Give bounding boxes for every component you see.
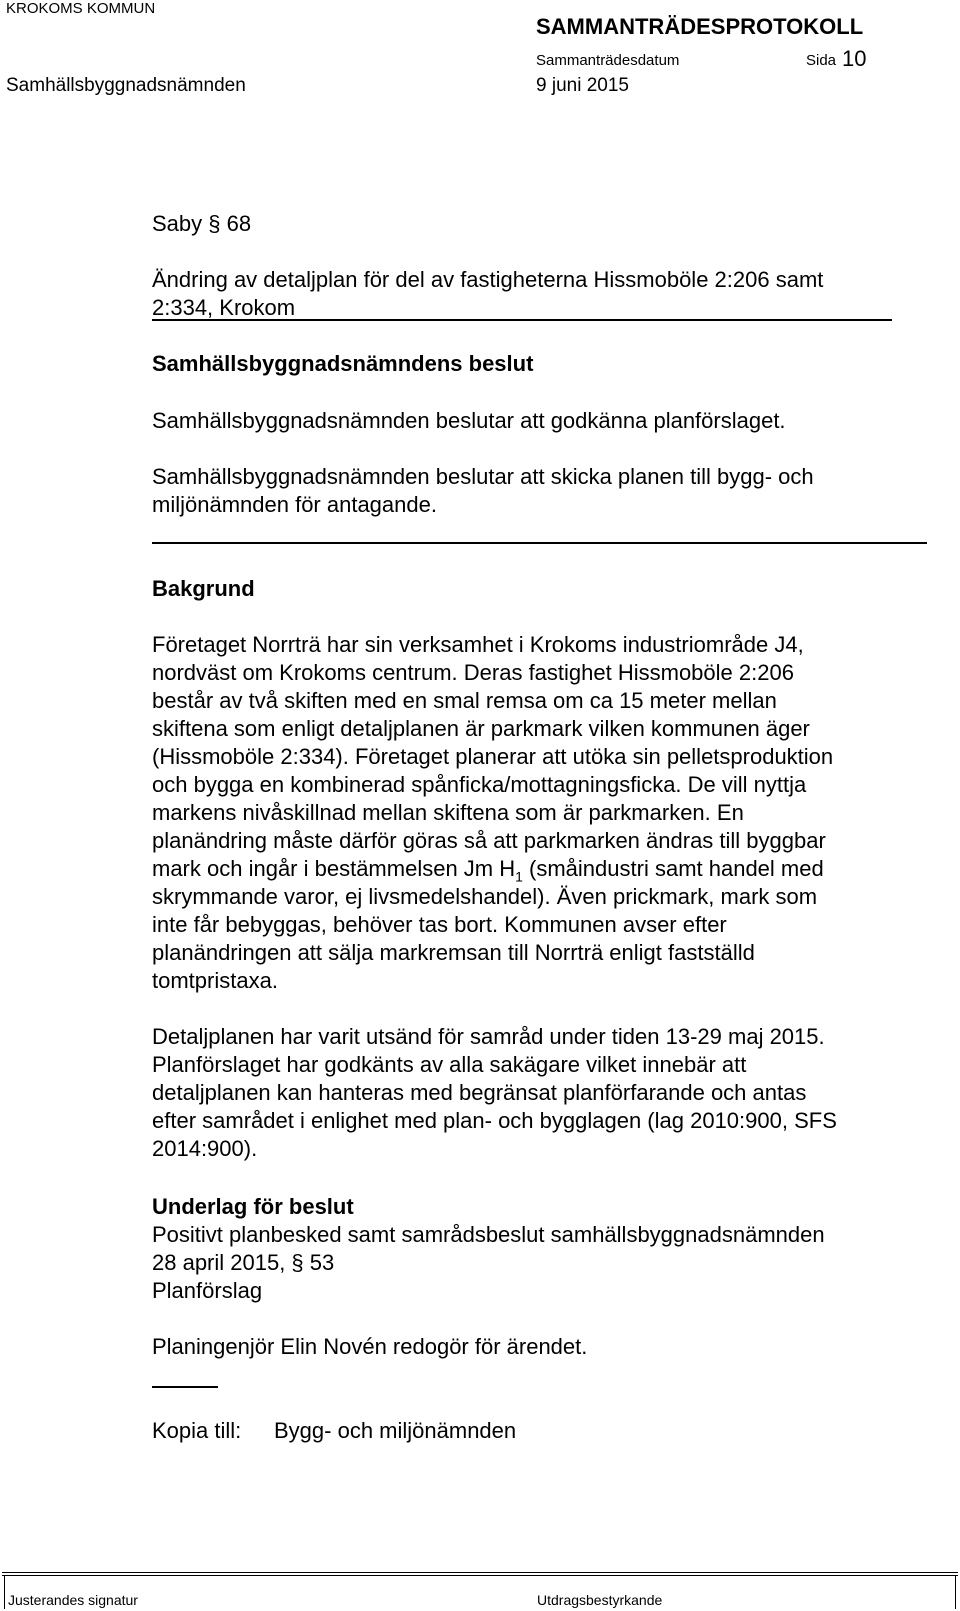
- consultation-line: detaljplanen kan hanteras med begränsat planförfarande och antas: [152, 1080, 807, 1105]
- background-line: inte får bebyggas, behöver tas bort. Kommunen avser efter: [152, 912, 727, 937]
- page-number: 10: [842, 46, 867, 71]
- basis-item-1: Positivt planbesked samt samrådsbeslut samhällsbyggnadsnämnden: [152, 1222, 825, 1247]
- organization-name: KROKOMS KOMMUN: [6, 0, 156, 17]
- section-sign: §: [208, 211, 221, 236]
- designation-subscript: 1: [515, 868, 523, 885]
- page-label: Sida: [806, 52, 837, 69]
- decision-item-2-line1: Samhällsbyggnadsnämnden beslutar att skicka planen till bygg- och: [152, 464, 814, 489]
- background-line: skiftena som enligt detaljplanen är parkmark vilken kommunen äger: [152, 716, 810, 741]
- background-line: tomtpristaxa.: [152, 968, 278, 993]
- signature-label: Justerandes signatur: [8, 1592, 138, 1608]
- copy-label: Kopia till:: [152, 1418, 242, 1443]
- case-prefix: Saby: [152, 211, 203, 236]
- background-line: nordväst om Krokoms centrum. Deras fastighet Hissmoböle 2:206: [152, 660, 794, 685]
- background-line: markens nivåskillnad mellan skiftena som är parkmarken. En: [152, 800, 744, 825]
- basis-item-2: 28 april 2015, § 53: [152, 1250, 335, 1275]
- footer-right-border: [955, 1575, 956, 1609]
- presentation-note: Planingenjör Elin Novén redogör för ärendet.: [152, 1334, 588, 1359]
- footer-top-rule: [2, 1572, 958, 1573]
- case-subject-line1: Ändring av detaljplan för del av fastigheterna Hissmoböle 2:206 samt: [152, 267, 824, 292]
- designation-description: (småindustri samt handel med: [522, 856, 824, 881]
- basis-item-3: Planförslag: [152, 1278, 263, 1303]
- meeting-date-label: Sammanträdesdatum: [536, 52, 680, 69]
- basis-heading: Underlag för beslut: [152, 1194, 354, 1219]
- document-title: SAMMANTRÄDESPROTOKOLL: [536, 14, 864, 39]
- background-line: planändring måste därför göras så att parkmarken ändras till byggbar: [152, 828, 826, 853]
- case-subject-line2: 2:334, Krokom: [152, 295, 296, 320]
- consultation-line: Detaljplanen har varit utsänd för samråd under tiden 13-29 maj 2015.: [152, 1024, 825, 1049]
- case-number: [152, 211, 251, 237]
- background-heading: Bakgrund: [152, 576, 255, 601]
- footer-left-border: [4, 1575, 5, 1609]
- background-line-with-subscript: [152, 856, 824, 884]
- footer-second-rule: [2, 1575, 958, 1576]
- consultation-line: 2014:900).: [152, 1136, 258, 1161]
- background-line: Företaget Norrträ har sin verksamhet i Krokoms industriområde J4,: [152, 632, 804, 657]
- background-line: skrymmande varor, ej livsmedelshandel). Även prickmark, mark som: [152, 884, 818, 909]
- decision-item-1: Samhällsbyggnadsnämnden beslutar att godkänna planförslaget.: [152, 408, 786, 433]
- designation-text: mark och ingår i bestämmelsen Jm H: [152, 856, 516, 881]
- consultation-line: Planförslaget har godkänts av alla sakägare vilket innebär att: [152, 1052, 747, 1077]
- consultation-line: efter samrådet i enlighet med plan- och bygglagen (lag 2010:900, SFS: [152, 1108, 837, 1133]
- decision-heading: Samhällsbyggnadsnämndens beslut: [152, 351, 534, 376]
- meeting-date: 9 juni 2015: [536, 75, 629, 96]
- board-name: Samhällsbyggnadsnämnden: [6, 75, 246, 96]
- certification-label: Utdragsbestyrkande: [537, 1592, 663, 1608]
- background-line: består av två skiften med en smal remsa om ca 15 meter mellan: [152, 688, 777, 713]
- copy-recipient: Bygg- och miljönämnden: [274, 1418, 517, 1443]
- section-divider: [152, 542, 927, 544]
- subject-underline: [152, 319, 892, 321]
- background-line: och bygga en kombinerad spånficka/mottagningsficka. De vill nyttja: [152, 772, 807, 797]
- section-number: 68: [226, 211, 252, 236]
- background-line: planändringen att sälja markremsan till Norrträ enligt fastställd: [152, 940, 755, 965]
- decision-item-2-line2: miljönämnden för antagande.: [152, 492, 437, 517]
- background-line: (Hissmoböle 2:334). Företaget planerar att utöka sin pelletsproduktion: [152, 744, 834, 769]
- short-divider: [152, 1386, 218, 1388]
